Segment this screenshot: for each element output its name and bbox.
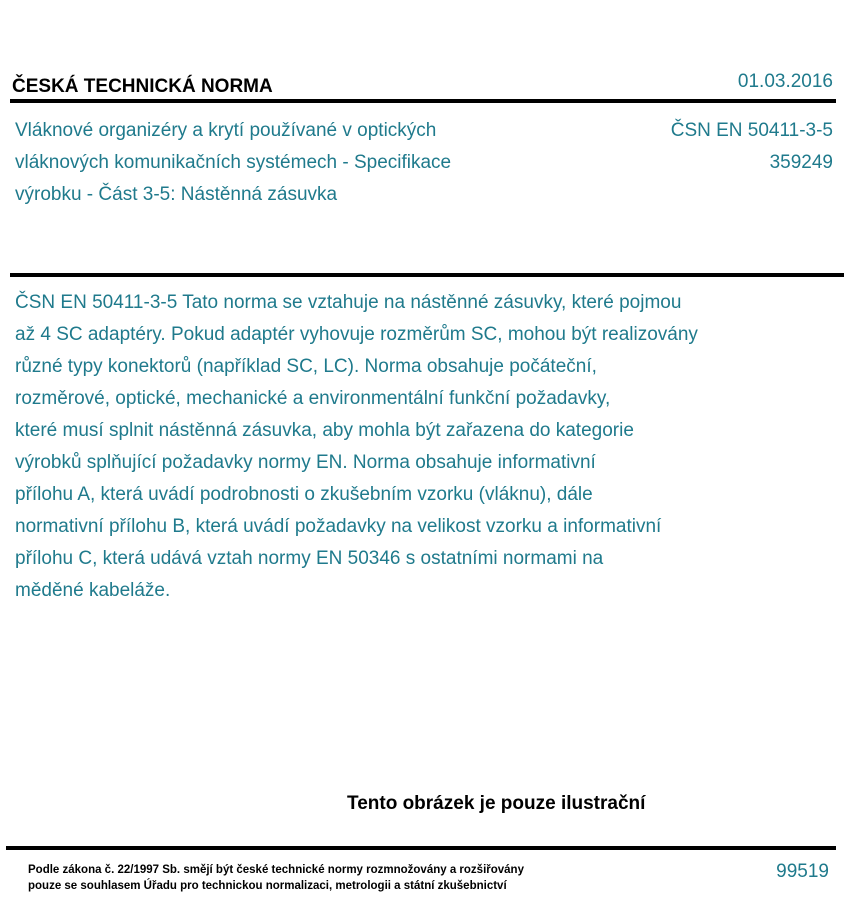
- document-title-line: výrobku - Část 3-5: Nástěnná zásuvka: [15, 184, 338, 205]
- abstract-line: přílohu A, která uvádí podrobnosti o zkušebním vzorku (vláknu), dále: [15, 484, 593, 505]
- abstract-line: rozměrové, optické, mechanické a environmentální funkční požadavky,: [15, 388, 611, 409]
- illustration-note: Tento obrázek je pouze ilustrační: [347, 793, 646, 814]
- abstract-line: různé typy konektorů (například SC, LC). Norma obsahuje počáteční,: [15, 356, 597, 377]
- abstract-line: výrobků splňující požadavky normy EN. Norma obsahuje informativní: [15, 452, 596, 473]
- abstract-text: [15, 287, 815, 607]
- footer-divider: [6, 846, 836, 850]
- legal-notice-line: Podle zákona č. 22/1997 Sb. smějí být české technické normy rozmnožovány a rozšiřovány: [28, 864, 524, 876]
- legal-notice-line: pouze se souhlasem Úřadu pro technickou normalizaci, metrologii a státní zkušebnictví: [28, 880, 507, 892]
- document-number: 99519: [776, 861, 829, 882]
- abstract-line: ČSN EN 50411-3-5 Tato norma se vztahuje na nástěnné zásuvky, které pojmou: [15, 292, 682, 313]
- standard-code: ČSN EN 50411-3-5: [670, 120, 833, 141]
- abstract-line: až 4 SC adaptéry. Pokud adaptér vyhovuje rozměrům SC, mohou být realizovány: [15, 324, 698, 345]
- abstract-line: přílohu C, která udává vztah normy EN 50346 s ostatními normami na: [15, 548, 604, 569]
- document-identifiers: [671, 115, 833, 179]
- legal-notice: [28, 862, 524, 894]
- page-header-title: ČESKÁ TECHNICKÁ NORMA: [12, 76, 273, 97]
- section-divider: [10, 273, 844, 277]
- issue-date: 01.03.2016: [737, 71, 833, 92]
- document-title: [15, 115, 545, 211]
- class-number: 359249: [769, 152, 833, 173]
- document-title-line: vláknových komunikačních systémech - Specifikace: [15, 152, 452, 173]
- document-title-line: Vláknové organizéry a krytí používané v optických: [15, 120, 437, 141]
- header-divider: [10, 99, 836, 103]
- abstract-line: normativní přílohu B, která uvádí požadavky na velikost vzorku a informativní: [15, 516, 662, 537]
- abstract-line: měděné kabeláže.: [15, 580, 171, 601]
- abstract-line: které musí splnit nástěnná zásuvka, aby mohla být zařazena do kategorie: [15, 420, 634, 441]
